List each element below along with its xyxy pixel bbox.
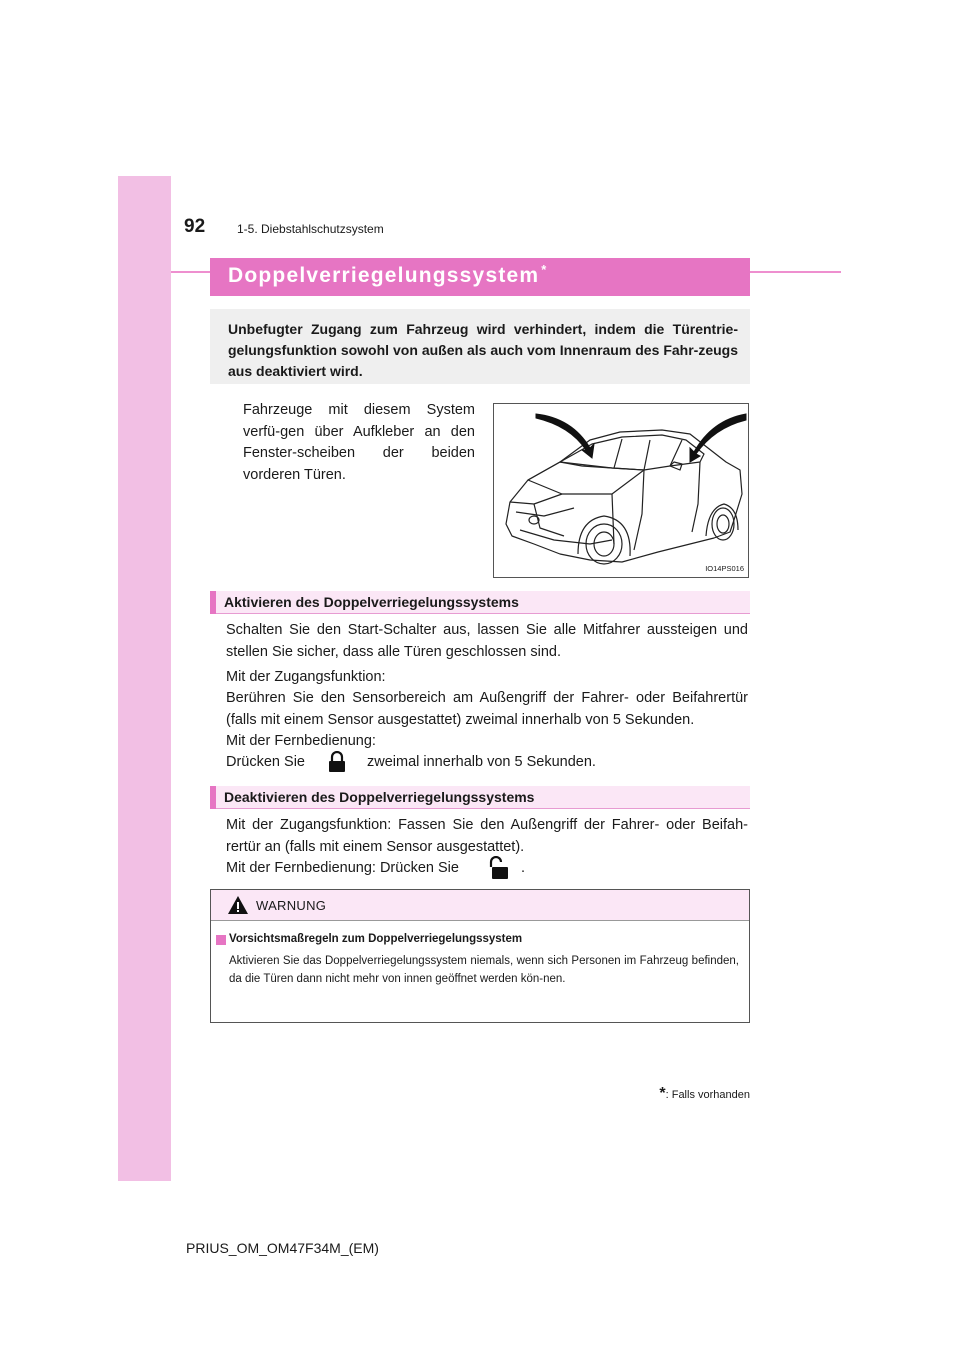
footnote [631, 1085, 750, 1103]
activate-remote-suffix: zweimal innerhalb von 5 Sekunden. [367, 754, 596, 770]
warning-text: Aktivieren Sie das Doppelverriegelungssystem niemals, wenn sich Personen im Fahrzeug befinden, da die Türen dann nicht mehr von innen geöffnet werden kön-nen. [229, 955, 739, 985]
activate-access-label: Mit der Zugangsfunktion: [226, 669, 386, 685]
warning-title: Vorsichtsmaßregeln zum Doppelverriegelungssystem [229, 933, 523, 945]
deactivate-remote-suffix: . [521, 860, 526, 876]
activate-access-text: Berühren Sie den Sensorbereich am Außengriff der Fahrer- oder Beifahrertür (falls mit einem Sensor ausgestattet) zweimal innerhalb von 5 Sekunden. [226, 690, 748, 728]
footnote-star: * [659, 1085, 666, 1102]
activate-remote-prefix: Drücken Sie [226, 754, 305, 770]
footnote-text: : Falls vorhanden [665, 1089, 750, 1101]
warning-box [210, 889, 750, 1023]
unlock-icon [488, 856, 510, 880]
activate-remote-label: Mit der Fernbedienung: [226, 733, 376, 749]
vehicle-note: Fahrzeuge mit diesem System verfü-gen über Aufkleber an den Fenster-scheiben der beiden vorderen Türen. [243, 402, 475, 483]
intro-box [210, 309, 750, 384]
car-figure [493, 403, 749, 578]
subheading-deactivate-label: Deaktivieren des Doppelverriegelungssystems [224, 789, 535, 805]
deactivate-paragraph-1: Mit der Zugangsfunktion: Fassen Sie den Außengriff der Fahrer- oder Beifah-rertür an (falls mit einem Sensor ausgestattet). [226, 817, 748, 855]
subheading-accent-bar [210, 786, 216, 809]
deactivate-remote-prefix: Mit der Fernbedienung: Drücken Sie [226, 860, 459, 876]
page-title-bar [210, 258, 750, 296]
page-number: 92 [184, 216, 206, 237]
page-title-text: Doppelverriegelungssystem [228, 264, 540, 287]
figure-code: IO14PS016 [705, 564, 744, 573]
page-title [228, 264, 548, 288]
warning-bullet [216, 935, 226, 945]
lock-icon [328, 751, 346, 773]
subheading-activate-label: Aktivieren des Doppelverriegelungssystems [224, 594, 519, 610]
warning-triangle-icon [227, 895, 249, 915]
warning-header [211, 890, 749, 921]
intro-text: Unbefugter Zugang zum Fahrzeug wird verhindert, indem die Türentrie-gelungsfunktion sowohl von außen als auch vom Innenraum des Fahr-zeugs aus deaktiviert wird. [228, 321, 738, 379]
car-illustration [494, 404, 748, 577]
title-footnote-star: * [541, 262, 548, 277]
section-reference: 1-5. Diebstahlschutzsystem [237, 222, 384, 236]
warning-label: WARNUNG [256, 898, 327, 913]
chapter-sidebar-tab [118, 176, 171, 1181]
document-footer: PRIUS_OM_OM47F34M_(EM) [186, 1240, 379, 1256]
subheading-deactivate [210, 786, 750, 809]
subheading-activate [210, 591, 750, 614]
subheading-accent-bar [210, 591, 216, 614]
activate-paragraph-1: Schalten Sie den Start-Schalter aus, lassen Sie alle Mitfahrer aussteigen und stellen Sie sicher, dass alle Türen geschlossen sind. [226, 622, 748, 660]
